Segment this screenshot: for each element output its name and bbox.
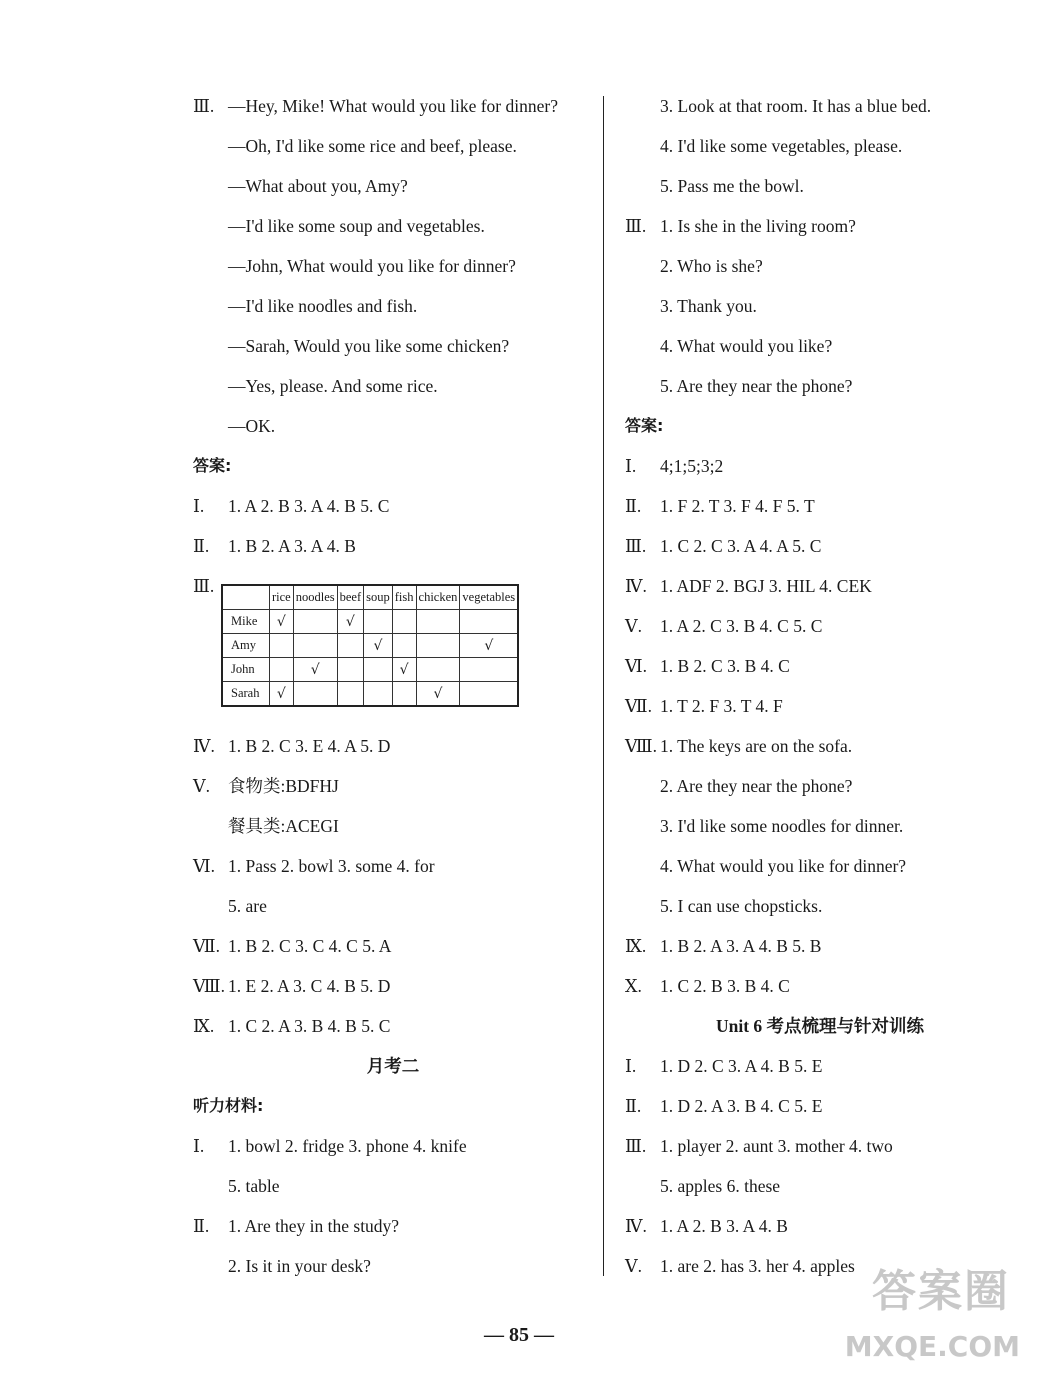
right-column	[625, 86, 1015, 1286]
dialogue-line: Ⅲ. —Hey, Mike! What would you like for dinner?	[193, 96, 558, 116]
answer-line: Ⅱ. 1. F 2. T 3. F 4. F 5. T	[625, 496, 815, 516]
check-cell	[337, 634, 364, 658]
answer-line: Ⅸ. 1. B 2. A 3. A 4. B 5. B	[625, 936, 822, 956]
table-header-row	[222, 585, 518, 610]
answer-line: Ⅱ. 1. B 2. A 3. A 4. B	[193, 536, 356, 556]
answer-line: Ⅶ. 1. B 2. C 3. C 4. C 5. A	[193, 936, 392, 956]
check-cell	[337, 658, 364, 682]
table-header: noodles	[293, 585, 337, 610]
answer-line: 2. Are they near the phone?	[660, 776, 853, 796]
answer-line: Ⅷ. 1. The keys are on the sofa.	[625, 736, 853, 756]
answer-line: 4. What would you like for dinner?	[660, 856, 907, 876]
answer-line: Ⅴ. 1. A 2. C 3. B 4. C 5. C	[625, 616, 823, 636]
answer-line: Ⅰ. 1. A 2. B 3. A 4. B 5. C	[193, 496, 390, 516]
check-cell	[337, 682, 364, 707]
dialogue-line: —John, What would you like for dinner?	[228, 256, 516, 276]
check-cell	[392, 634, 416, 658]
listening-line: 4. What would you like?	[660, 336, 833, 356]
answer-line: 5. are	[228, 896, 267, 916]
table-header: rice	[270, 585, 294, 610]
answers-heading: 答案:	[625, 416, 664, 435]
answer-line: Ⅵ. 1. B 2. C 3. B 4. C	[625, 656, 790, 676]
dialogue-line: —Sarah, Would you like some chicken?	[228, 336, 510, 356]
table-row-name: Sarah	[222, 682, 270, 707]
answer-line: Ⅳ. 1. ADF 2. BGJ 3. HIL 4. CEK	[625, 576, 872, 596]
answer-line: Ⅵ. 1. Pass 2. bowl 3. some 4. for	[193, 856, 435, 876]
table-row	[222, 682, 518, 707]
check-cell: √	[392, 658, 416, 682]
answer-line: Ⅱ. 1. D 2. A 3. B 4. C 5. E	[625, 1096, 823, 1116]
check-cell	[416, 658, 460, 682]
check-cell: √	[270, 610, 294, 634]
listening-line: 3. Thank you.	[660, 296, 757, 316]
answer-line: Ⅴ. 食物类:BDFHJ	[193, 776, 339, 796]
table-header: soup	[364, 585, 393, 610]
dialogue-line: —Oh, I'd like some rice and beef, please.	[228, 136, 517, 156]
check-cell	[293, 610, 337, 634]
check-cell: √	[337, 610, 364, 634]
column-divider	[603, 96, 604, 1276]
table-row	[222, 634, 518, 658]
answer-line: 5. I can use chopsticks.	[660, 896, 823, 916]
table-header: beef	[337, 585, 364, 610]
answer-line: Ⅳ. 1. B 2. C 3. E 4. A 5. D	[193, 736, 391, 756]
answer-line: Ⅰ. 4;1;5;3;2	[625, 456, 724, 476]
check-cell	[364, 610, 393, 634]
answer-line: 5. apples 6. these	[660, 1176, 781, 1196]
check-cell	[460, 658, 518, 682]
check-cell	[460, 682, 518, 707]
answer-line: 餐具类:ACEGI	[228, 816, 339, 836]
answer-line: Ⅴ. 1. are 2. has 3. her 4. apples	[625, 1256, 855, 1276]
answer-line: Ⅸ. 1. C 2. A 3. B 4. B 5. C	[193, 1016, 391, 1036]
check-cell: √	[270, 682, 294, 707]
answer-line: Ⅳ. 1. A 2. B 3. A 4. B	[625, 1216, 788, 1236]
page-number: — 85 —	[484, 1324, 554, 1346]
check-cell	[270, 634, 294, 658]
dialogue-line: —What about you, Amy?	[228, 176, 408, 196]
table-row	[222, 658, 518, 682]
check-cell	[416, 610, 460, 634]
check-cell: √	[416, 682, 460, 707]
answer-line: 3. I'd like some noodles for dinner.	[660, 816, 904, 836]
check-cell: √	[364, 634, 393, 658]
check-cell	[293, 634, 337, 658]
answer-line: Ⅶ. 1. T 2. F 3. T 4. F	[625, 696, 783, 716]
table-row	[222, 610, 518, 634]
table-row-name: Mike	[222, 610, 270, 634]
check-cell: √	[293, 658, 337, 682]
table-row-name: Amy	[222, 634, 270, 658]
answer-numeral: Ⅲ.	[193, 576, 215, 596]
listening-line: 4. I'd like some vegetables, please.	[660, 136, 903, 156]
answer-line: Ⅹ. 1. C 2. B 3. B 4. C	[625, 976, 790, 996]
table-header: chicken	[416, 585, 460, 610]
dialogue-line: —OK.	[228, 416, 276, 436]
check-cell	[293, 682, 337, 707]
dialogue-line: —I'd like noodles and fish.	[228, 296, 418, 316]
listening-line: 2. Who is she?	[660, 256, 763, 276]
table-row-name: John	[222, 658, 270, 682]
check-cell	[364, 682, 393, 707]
check-cell	[392, 610, 416, 634]
check-cell	[416, 634, 460, 658]
answer-table-block	[193, 566, 593, 726]
check-cell	[460, 610, 518, 634]
listening-line: Ⅲ. 1. Is she in the living room?	[625, 216, 856, 236]
listening-line: Ⅰ. 1. bowl 2. fridge 3. phone 4. knife	[193, 1136, 467, 1156]
watermark-url: MXQE.COM	[844, 1330, 1020, 1363]
unit-title: Unit 6 考点梳理与针对训练	[715, 1016, 925, 1036]
food-preference-table	[221, 584, 519, 707]
answer-line: Ⅲ. 1. player 2. aunt 3. mother 4. two	[625, 1136, 893, 1156]
table-header: vegetables	[460, 585, 518, 610]
check-cell	[392, 682, 416, 707]
listening-line: 5. Are they near the phone?	[660, 376, 853, 396]
table-header	[222, 585, 270, 610]
check-cell: √	[460, 634, 518, 658]
check-cell	[270, 658, 294, 682]
listening-line: 3. Look at that room. It has a blue bed.	[660, 96, 932, 116]
table-header: fish	[392, 585, 416, 610]
listening-heading: 听力材料:	[193, 1096, 264, 1115]
answer-line: Ⅲ. 1. C 2. C 3. A 4. A 5. C	[625, 536, 822, 556]
listening-line: 5. Pass me the bowl.	[660, 176, 804, 196]
watermark-logo	[844, 1255, 1020, 1363]
check-cell	[364, 658, 393, 682]
answer-line: Ⅰ. 1. D 2. C 3. A 4. B 5. E	[625, 1056, 823, 1076]
dialogue-line: —Yes, please. And some rice.	[228, 376, 438, 396]
listening-line: Ⅱ. 1. Are they in the study?	[193, 1216, 400, 1236]
exam-title: 月考二	[366, 1056, 420, 1076]
listening-line: 5. table	[228, 1176, 280, 1196]
answer-line: Ⅷ. 1. E 2. A 3. C 4. B 5. D	[193, 976, 391, 996]
answers-heading: 答案:	[193, 456, 232, 475]
left-column	[193, 86, 593, 1286]
dialogue-line: —I'd like some soup and vegetables.	[228, 216, 485, 236]
watermark-text: 答案圈	[872, 1266, 1010, 1317]
listening-line: 2. Is it in your desk?	[228, 1256, 371, 1276]
